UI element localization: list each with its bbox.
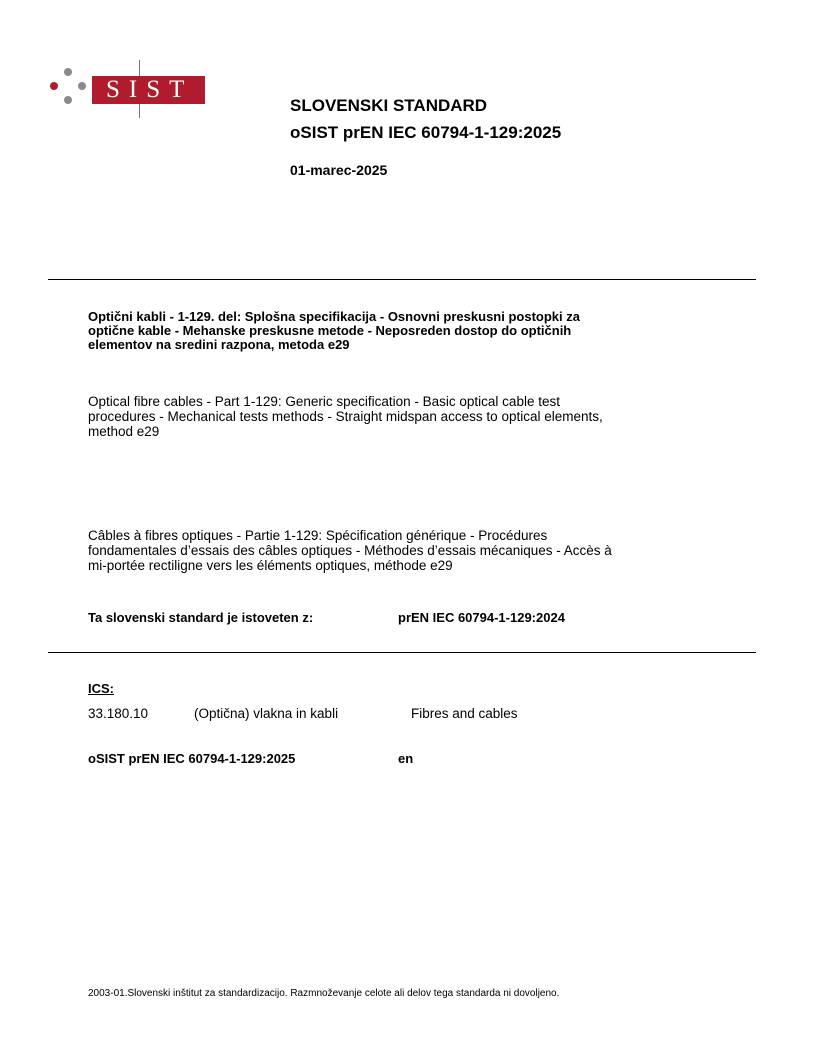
title-sl-line: elementov na sredini razpona, metoda e29 (88, 337, 350, 352)
top-rule (48, 279, 756, 280)
title-slovenian (88, 310, 580, 352)
sist-logo-dots (46, 68, 86, 108)
logo-dot (64, 96, 72, 104)
title-french (88, 528, 612, 573)
doc-reference-id: oSIST prEN IEC 60794-1-129:2025 (88, 751, 296, 766)
middle-rule (48, 652, 756, 653)
ics-code: 33.180.10 (88, 706, 149, 721)
identity-label: Ta slovenski standard je istoveten z: (88, 610, 314, 625)
ics-description-en: Fibres and cables (411, 706, 518, 721)
ics-label: ICS: (88, 681, 114, 696)
copyright-footer: 2003-01.Slovenski inštitut za standardizacijo. Razmnoževanje celote ali delov tega standarda ni dovoljeno. (88, 988, 560, 999)
ics-description-sl: (Optična) vlakna in kabli (194, 706, 339, 721)
title-en-line: procedures - Mechanical tests methods - Straight midspan access to optical elements, (88, 409, 603, 424)
logo-dot (78, 82, 86, 90)
title-english (88, 394, 603, 439)
logo-dot (64, 68, 72, 76)
standard-type: SLOVENSKI STANDARD (290, 96, 488, 115)
title-en-line: method e29 (88, 424, 160, 439)
title-sl-line: Optični kabli - 1-129. del: Splošna specifikacija - Osnovni preskusni postopki za (88, 309, 580, 324)
logo-dot (50, 82, 58, 90)
title-en-line: Optical fibre cables - Part 1-129: Generic specification - Basic optical cable test (88, 394, 560, 409)
doc-language: en (398, 751, 414, 766)
sist-logo (92, 76, 205, 104)
title-sl-line: optične kable - Mehanske preskusne metode - Neposreden dostop do optičnih (88, 323, 572, 338)
standard-id: oSIST prEN IEC 60794-1-129:2025 (290, 123, 562, 142)
title-fr-line: Câbles à fibres optiques - Partie 1-129: Spécification générique - Procédures (88, 528, 548, 543)
logo-text: SIST (106, 76, 194, 103)
title-fr-line: fondamentales d’essais des câbles optiques - Méthodes d’essais mécaniques - Accès à (88, 543, 612, 558)
identity-value: prEN IEC 60794-1-129:2024 (398, 610, 565, 625)
publication-date: 01-marec-2025 (290, 162, 388, 178)
title-fr-line: mi-portée rectiligne vers les éléments optiques, méthode e29 (88, 558, 453, 573)
